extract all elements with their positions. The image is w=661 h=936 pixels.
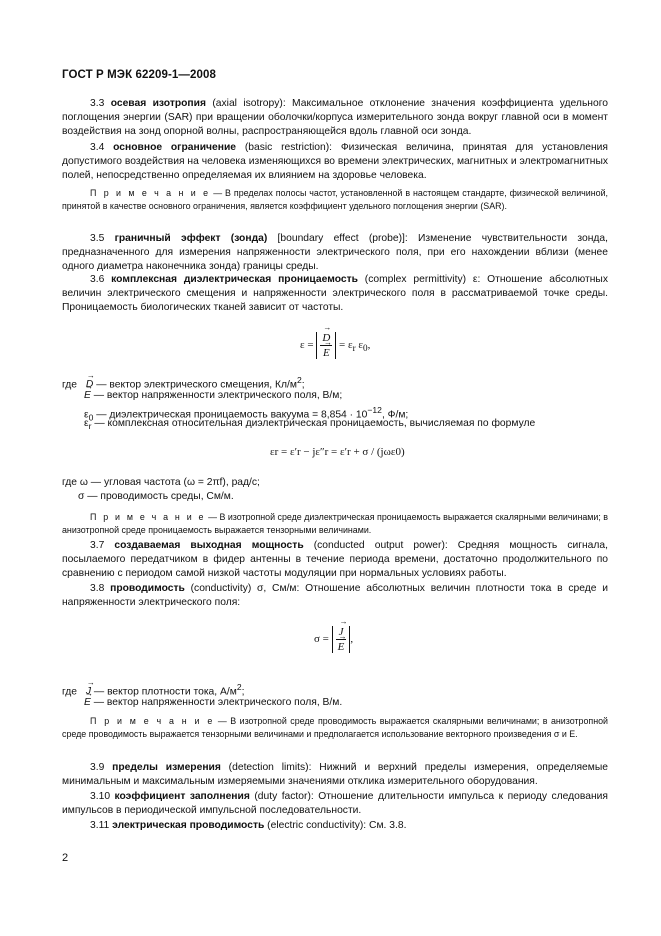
definition-eps0: $\varepsilon_0$ — диэлектрическая проницаемость вакуума = $8,854 \cdot 10^{-12}$, Ф/м; <box>84 405 409 423</box>
definition-sigma: σ — проводимость среды, См/м. <box>78 491 234 502</box>
section-3-11: 3.11 электрическая проводимость (electric conductivity): См. 3.8. <box>90 820 407 831</box>
definition-j: где → J — вектор плотности тока, $А/м^2$; <box>62 680 244 700</box>
page-number: 2 <box>62 852 69 864</box>
section-3-9: 3.9 пределы измерения (detection limits): Нижний и верхний пределы измерения, определяемые минимальным и максимальным измеряемыми значениями отклика измерительного оборудования. <box>62 762 608 788</box>
section-3-3: 3.3 осевая изотропия (axial isotropy): Максимальное отклонение значения коэффициента удельного поглощения энергии (SAR) при вращении оболочки/корпуса измерительного зонда вокруг главной оси в момент воздействия на зонд опорной волны, распространяющейся вдоль главной оси зонда. <box>62 98 608 138</box>
definition-e: → E — вектор напряженности электрического поля, В/м; <box>84 389 342 403</box>
note-3: П р и м е ч а н и е — В изотропной среде проводимость выражается скалярными величинами; в анизотропной среде проводимость выражается тензорными величинами и предполагается использование векторного произведения σ и E. <box>62 716 608 739</box>
definition-omega: где ω — угловая частота (ω = 2πf), рад/с; <box>62 477 260 488</box>
section-3-7: 3.7 создаваемая выходная мощность (conducted output power): Средняя мощность сигнала, посылаемого передатчиком в фидер антенны в течение периода времени, достаточно продолжительного по сравнению с периодом самой низкой частоты модуляции при нормальных условиях работы. <box>62 540 608 580</box>
section-3-5: 3.5 граничный эффект (зонда) [boundary effect (probe)]: Изменение чувствительности зонда, предназначенного для измерения напряженности электрического поля, при его нахождении вблизи (менее одного диаметра наконечника зонда) границы среды. <box>62 233 608 273</box>
formula-relative-permittivity: εr = ε′r − jε″r = ε′r + σ / (jωε0) <box>270 446 405 458</box>
section-3-8: 3.8 проводимость (conductivity) σ, См/м: Отношение абсолютных величин плотности тока в среде и напряженности электрического поля: <box>62 583 608 609</box>
section-3-10: 3.10 коэффициент заполнения (duty factor): Отношение длительности импульса к периоду следования импульсов в периодической импульсной последовательности. <box>62 791 608 817</box>
definition-epsr: $\varepsilon_r$ — комплексная относительная диэлектрическая проницаемость, вычисляемая по формуле <box>84 418 536 432</box>
note-1: П р и м е ч а н и е — В пределах полосы частот, установленной в настоящем стандарте, физической величиной, принятой в качестве основного ограничения, является коэффициент удельного поглощения энергии (SAR). <box>62 188 608 211</box>
section-3-6: 3.6 комплексная диэлектрическая проницаемость (complex permittivity) ε: Отношение абсолютных величин электрического смещения и напряженности электрического поля в рассматриваемой точке среды. Проницаемость биологических тканей зависит от частоты. <box>62 274 608 314</box>
document-header: ГОСТ Р МЭК 62209-1—2008 <box>62 69 216 81</box>
definition-d: где → D — вектор электрического смещения, $Кл/м^2$; <box>62 373 305 393</box>
formula-permittivity: ε = → D → E = $\varepsilon_r$ $\varepsilon_0$, <box>300 332 370 359</box>
note-2: П р и м е ч а н и е — В изотропной среде диэлектрическая проницаемость выражается скалярными величинами; в анизотропной среде проницаемость выражается тензорными величинами. <box>62 512 608 535</box>
section-3-4: 3.4 основное ограничение (basic restriction): Физическая величина, принятая для установления допустимого воздействия на человека изменяющихся во времени электрических, магнитных и электромагнитных полей, непосредственно определяемая их влиянием на здоровье человека. <box>62 142 608 182</box>
formula-conductivity: σ = → J → E , <box>314 626 353 653</box>
definition-e-2: → E — вектор напряженности электрического поля, В/м. <box>84 696 342 710</box>
